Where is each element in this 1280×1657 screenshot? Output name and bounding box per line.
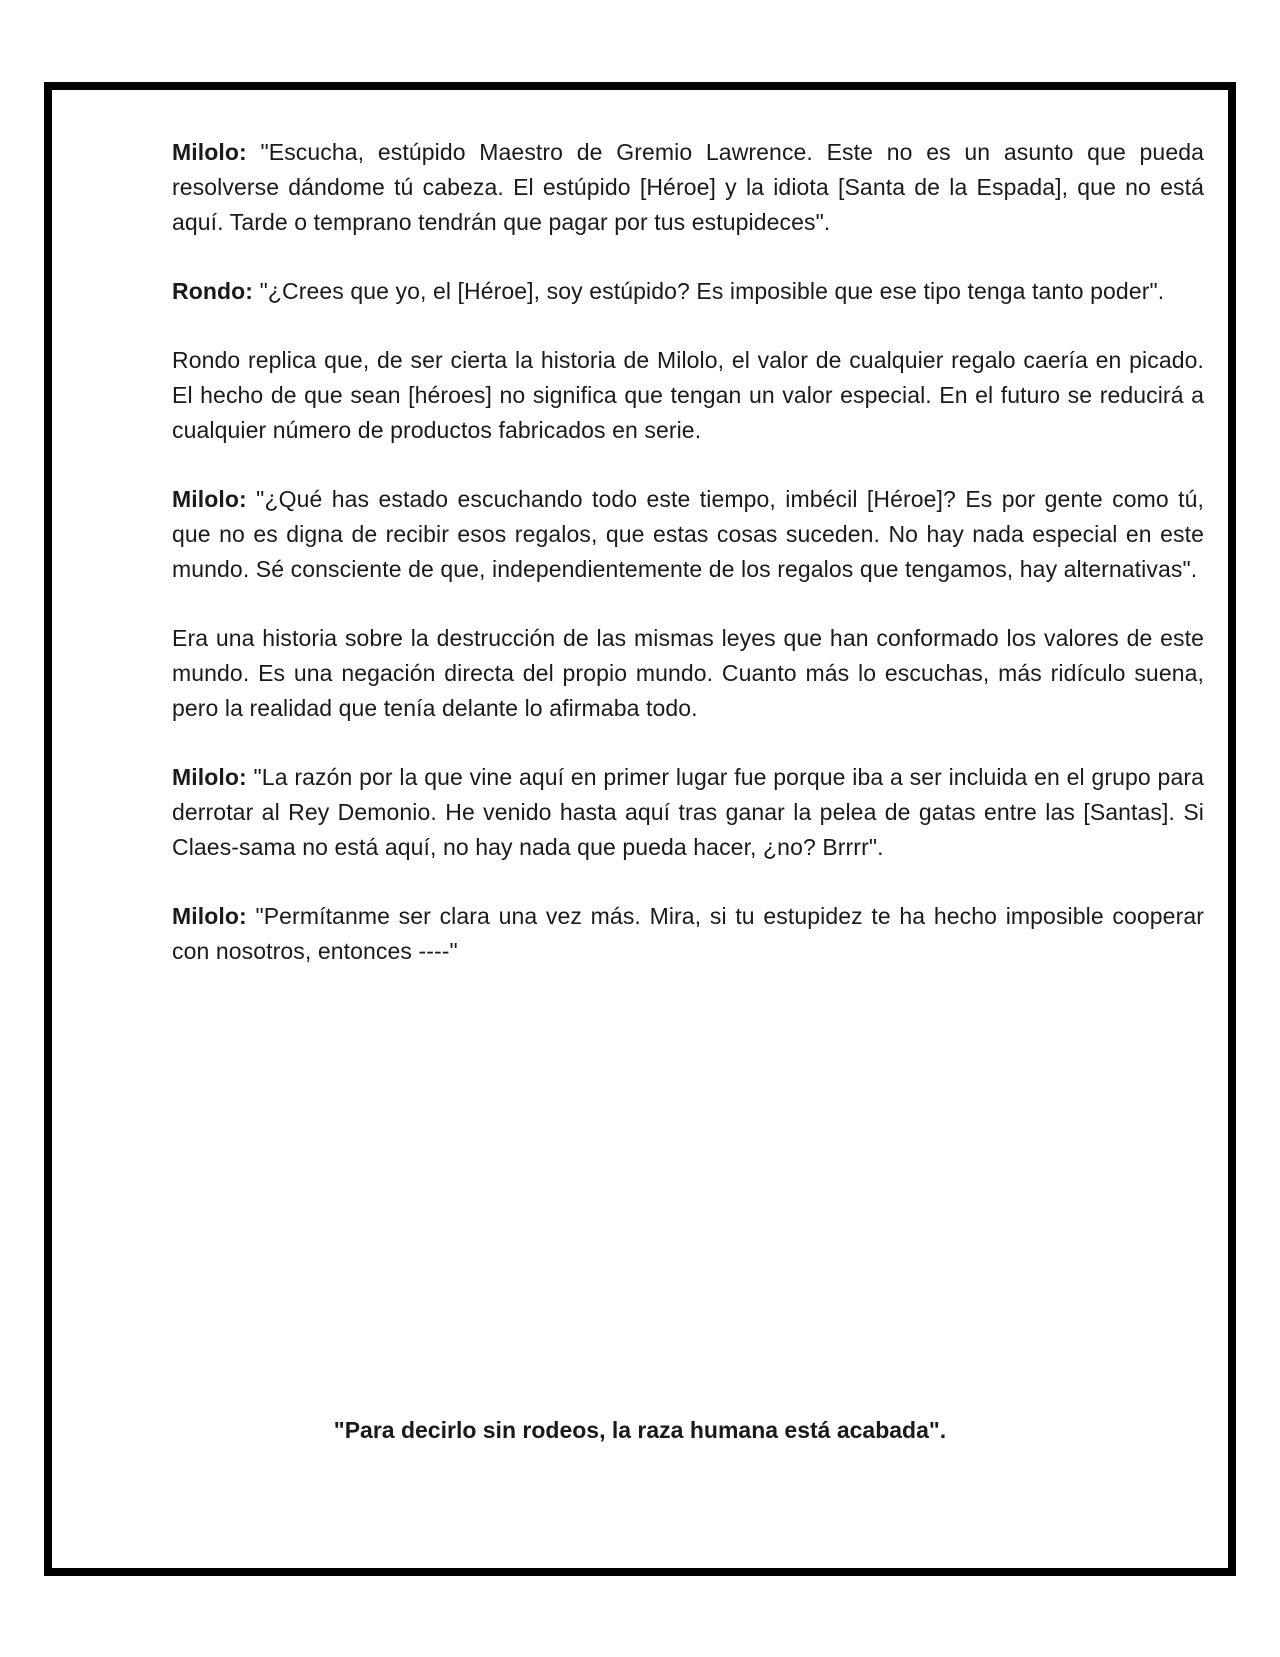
dialogue-paragraph: [172, 760, 1204, 865]
dialogue-paragraph: [172, 274, 1204, 309]
dialogue-paragraph: [172, 482, 1204, 587]
page-border: [44, 82, 1236, 1576]
speaker-label: Rondo:: [172, 278, 254, 304]
speaker-label: Milolo:: [172, 486, 247, 512]
speaker-label: Milolo:: [172, 139, 247, 165]
paragraph-text: "¿Qué has estado escuchando todo este tiempo, imbécil [Héroe]? Es por gente como tú, que no es digna de recibir esos regalos, que estas cosas suceden. No hay nada especial en este mundo. Sé consciente de que, independientemente de los regalos que tengamos, hay alternativas".: [172, 486, 1204, 582]
paragraph-text: Era una historia sobre la destrucción de las mismas leyes que han conformado los valores de este mundo. Es una negación directa del propio mundo. Cuanto más lo escuchas, más ridículo suena, pero la realidad que tenía delante lo afirmaba todo.: [172, 625, 1204, 721]
closing-line: "Para decirlo sin rodeos, la raza humana está acabada".: [333, 1417, 947, 1443]
paragraph-text: Rondo replica que, de ser cierta la historia de Milolo, el valor de cualquier regalo caería en picado. El hecho de que sean [héroes] no significa que tengan un valor especial. En el futuro se reducirá a cualquier número de productos fabricados en serie.: [172, 347, 1204, 443]
paragraph-text: "Permítanme ser clara una vez más. Mira, si tu estupidez te ha hecho imposible cooperar con nosotros, entonces ----": [172, 903, 1204, 964]
speaker-label: Milolo:: [172, 903, 247, 929]
narration-paragraph: [172, 621, 1204, 726]
paragraph-text: "La razón por la que vine aquí en primer lugar fue porque iba a ser incluida en el grupo para derrotar al Rey Demonio. He venido hasta aquí tras ganar la pelea de gatas entre las [Santas]. Si Claes-sama no está aquí, no hay nada que pueda hacer, ¿no? Brrrr".: [172, 764, 1204, 860]
paragraph-text: "¿Crees que yo, el [Héroe], soy estúpido? Es imposible que ese tipo tenga tanto poder".: [253, 278, 1165, 304]
paragraph-text: "Escucha, estúpido Maestro de Gremio Lawrence. Este no es un asunto que pueda resolverse dándome tú cabeza. El estúpido [Héroe] y la idiota [Santa de la Espada], que no está aquí. Tarde o temprano tendrán que pagar por tus estupideces".: [172, 139, 1204, 235]
document-body: [172, 135, 1204, 1003]
dialogue-paragraph: [172, 899, 1204, 969]
speaker-label: Milolo:: [172, 764, 247, 790]
dialogue-paragraph: [172, 135, 1204, 240]
narration-paragraph: [172, 343, 1204, 448]
